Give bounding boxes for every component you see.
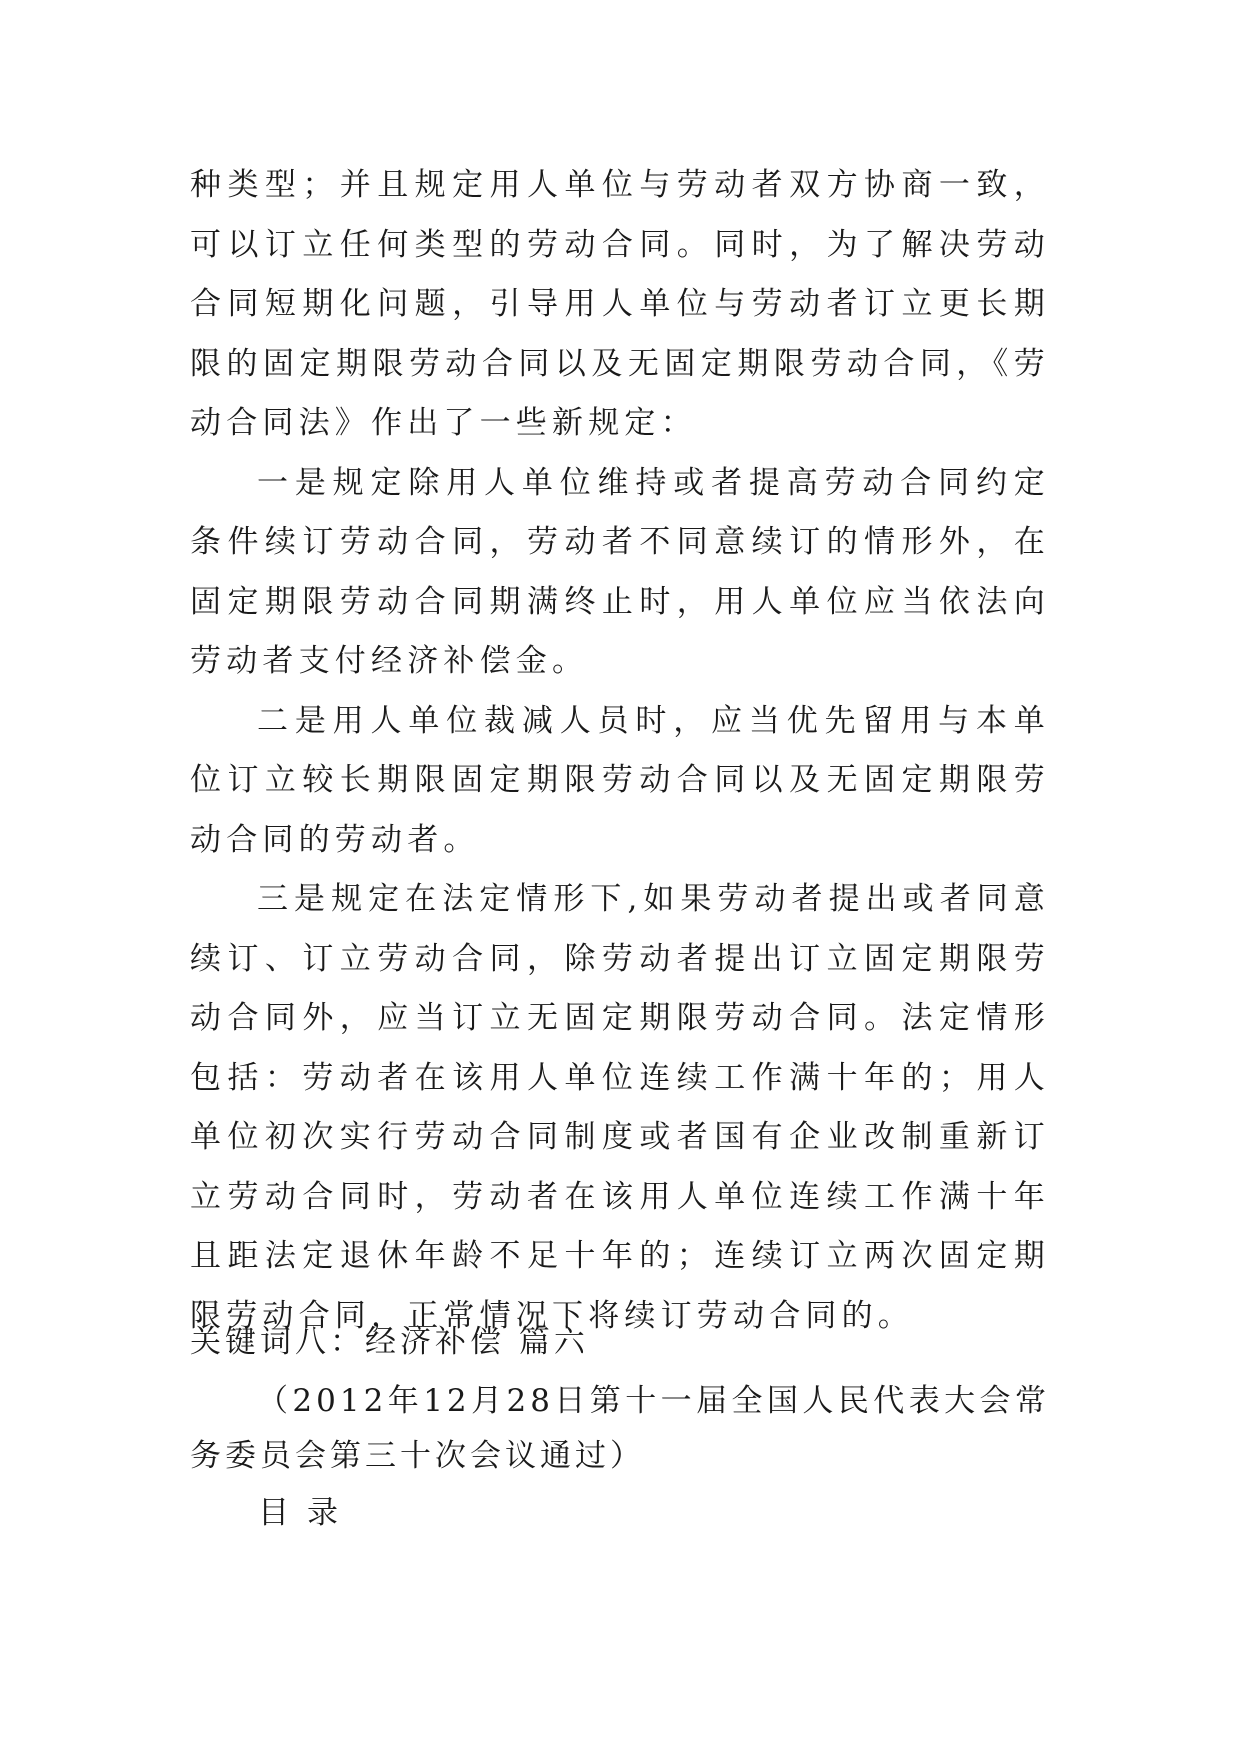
paragraph-point-one: 一是规定除用人单位维持或者提高劳动合同约定条件续订劳动合同，劳动者不同意续订的情形外，在固定期限劳动合同期满终止时，用人单位应当依法向劳动者支付经济补偿金。 (190, 464, 1050, 679)
paragraph-point-two: 二是用人单位裁减人员时，应当优先留用与本单位订立较长期限固定期限劳动合同以及无固定期限劳动合同的劳动者。 (190, 702, 1050, 858)
document-body (190, 156, 1050, 1346)
adoption-date-line: （2012年12月28日第十一届全国人民代表大会常务委员会第三十次会议通过） (190, 1383, 1050, 1474)
table-of-contents-label: 目录 (258, 1495, 356, 1531)
next-section (190, 1318, 1050, 1541)
paragraph-point-three: 三是规定在法定情形下,如果劳动者提出或者同意续订、订立劳动合同，除劳动者提出订立固定期限劳动合同外，应当订立无固定期限劳动合同。法定情形包括：劳动者在该用人单位连续工作满十年的；用人单位初次实行劳动合同制度或者国有企业改制重新订立劳动合同时，劳动者在该用人单位连续工作满十年且距法定退休年龄不足十年的；连续订立两次固定期限劳动合同，正常情况下将续订劳动合同的。 (190, 881, 1050, 1334)
paragraph-contract-types: 种类型；并且规定用人单位与劳动者双方协商一致，可以订立任何类型的劳动合同。同时，为了解决劳动合同短期化问题，引导用人单位与劳动者订立更长期限的固定期限劳动合同以及无固定期限劳动合同，《劳动合同法》作出了一些新规定： (190, 167, 1050, 441)
section-title: 关键词八：经济补偿 篇六 (190, 1324, 589, 1360)
